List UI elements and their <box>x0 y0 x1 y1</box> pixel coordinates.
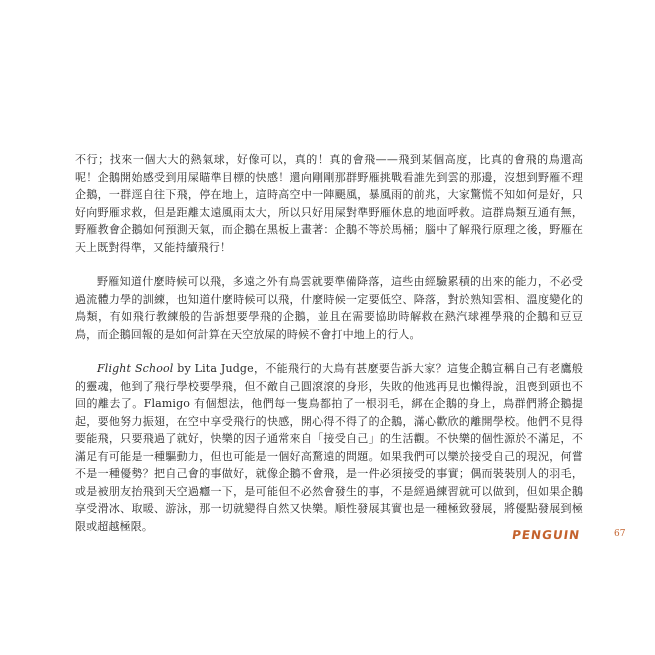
paragraph-2: 野雁知道什麼時候可以飛，多遠之外有鳥雲就要準備降落，這些由經驗累積的出來的能力，不必受過流體力學的訓練，也知道什麼時候可以飛，什麼時候一定要低空、降落，對於熟知雲相、溫度變化的鳥類，有如飛行教練般的告訴想要學飛的企鵝，並且在需要協助時解救在熱汽球裡學飛的企鵝和豆豆鳥，而企鵝回報的是如何計算在天空放屎的時候不會打中地上的行人。 <box>75 275 583 341</box>
page-number: 67 <box>614 529 626 539</box>
paragraph-1: 不行；找來一個大大的熱氣球，好像可以，真的！真的會飛——飛到某個高度，比真的會飛的鳥還高呢！企鵝開始感受到用屎瞄準目標的快感！還向剛剛那群野雁挑戰看誰先到雲的那邊，沒想到野雁不理企鵝，一群逕自往下飛，停在地上，這時高空中一陣颶風，暴風雨的前兆，大家驚慌不知如何是好，只好向野雁求救，但是距離太遠風雨太大，所以只好用屎對準野雁休息的地面呼救。這群鳥類互通有無，野雁教會企鵝如何預測天氣，而企鵝在黑板上畫著：企鵝不等於馬桶；腦中了解飛行原理之後，野雁在天上既對得準，又能持續飛行！ <box>75 153 583 254</box>
book-title: Flight School <box>97 362 174 375</box>
body-text <box>75 151 583 535</box>
paragraph-3 <box>75 360 583 535</box>
running-title: PENGUIN <box>511 528 582 542</box>
paragraph-3-text: by Lita Judge，不能飛行的大鳥有甚麼要告訴大家？這隻企鵝宣稱自己有老鷹般的靈魂，他到了飛行學校要學飛，但不敵自己圓滾滾的身形，失敗的他逃再見也懶得說，沮喪到頭也不回的離去了。Flamigo 有個想法，他們每一隻鳥都拍了一根羽毛，綁在企鵝的身上，鳥群們將企鵝提起，要他努力振翅，在空中享受飛行的快感，開心得不得了的企鵝，滿心歡欣的離開學校。他們不見得要能飛，只要飛過了就好，快樂的因子通常來自「接受自己」的生活觀。不快樂的個性源於不滿足，不滿足有可能是一種驅動力，但也可能是一個好高騖遠的問題。如果我們可以樂於接受自己的現況，何嘗不是一種優勢？把自己會的事做好，就像企鵝不會飛，是一件必須接受的事實；偶而裝裝別人的羽毛，或是被朋友抬飛到天空過癮一下，是可能但不必然會發生的事，不是經過練習就可以做到，但如果企鵝享受滑冰、取暖、游泳，那一切就變得自然又快樂。順性發展其實也是一種極致發展，將優點發展到極限或超越極限。 <box>75 362 583 533</box>
